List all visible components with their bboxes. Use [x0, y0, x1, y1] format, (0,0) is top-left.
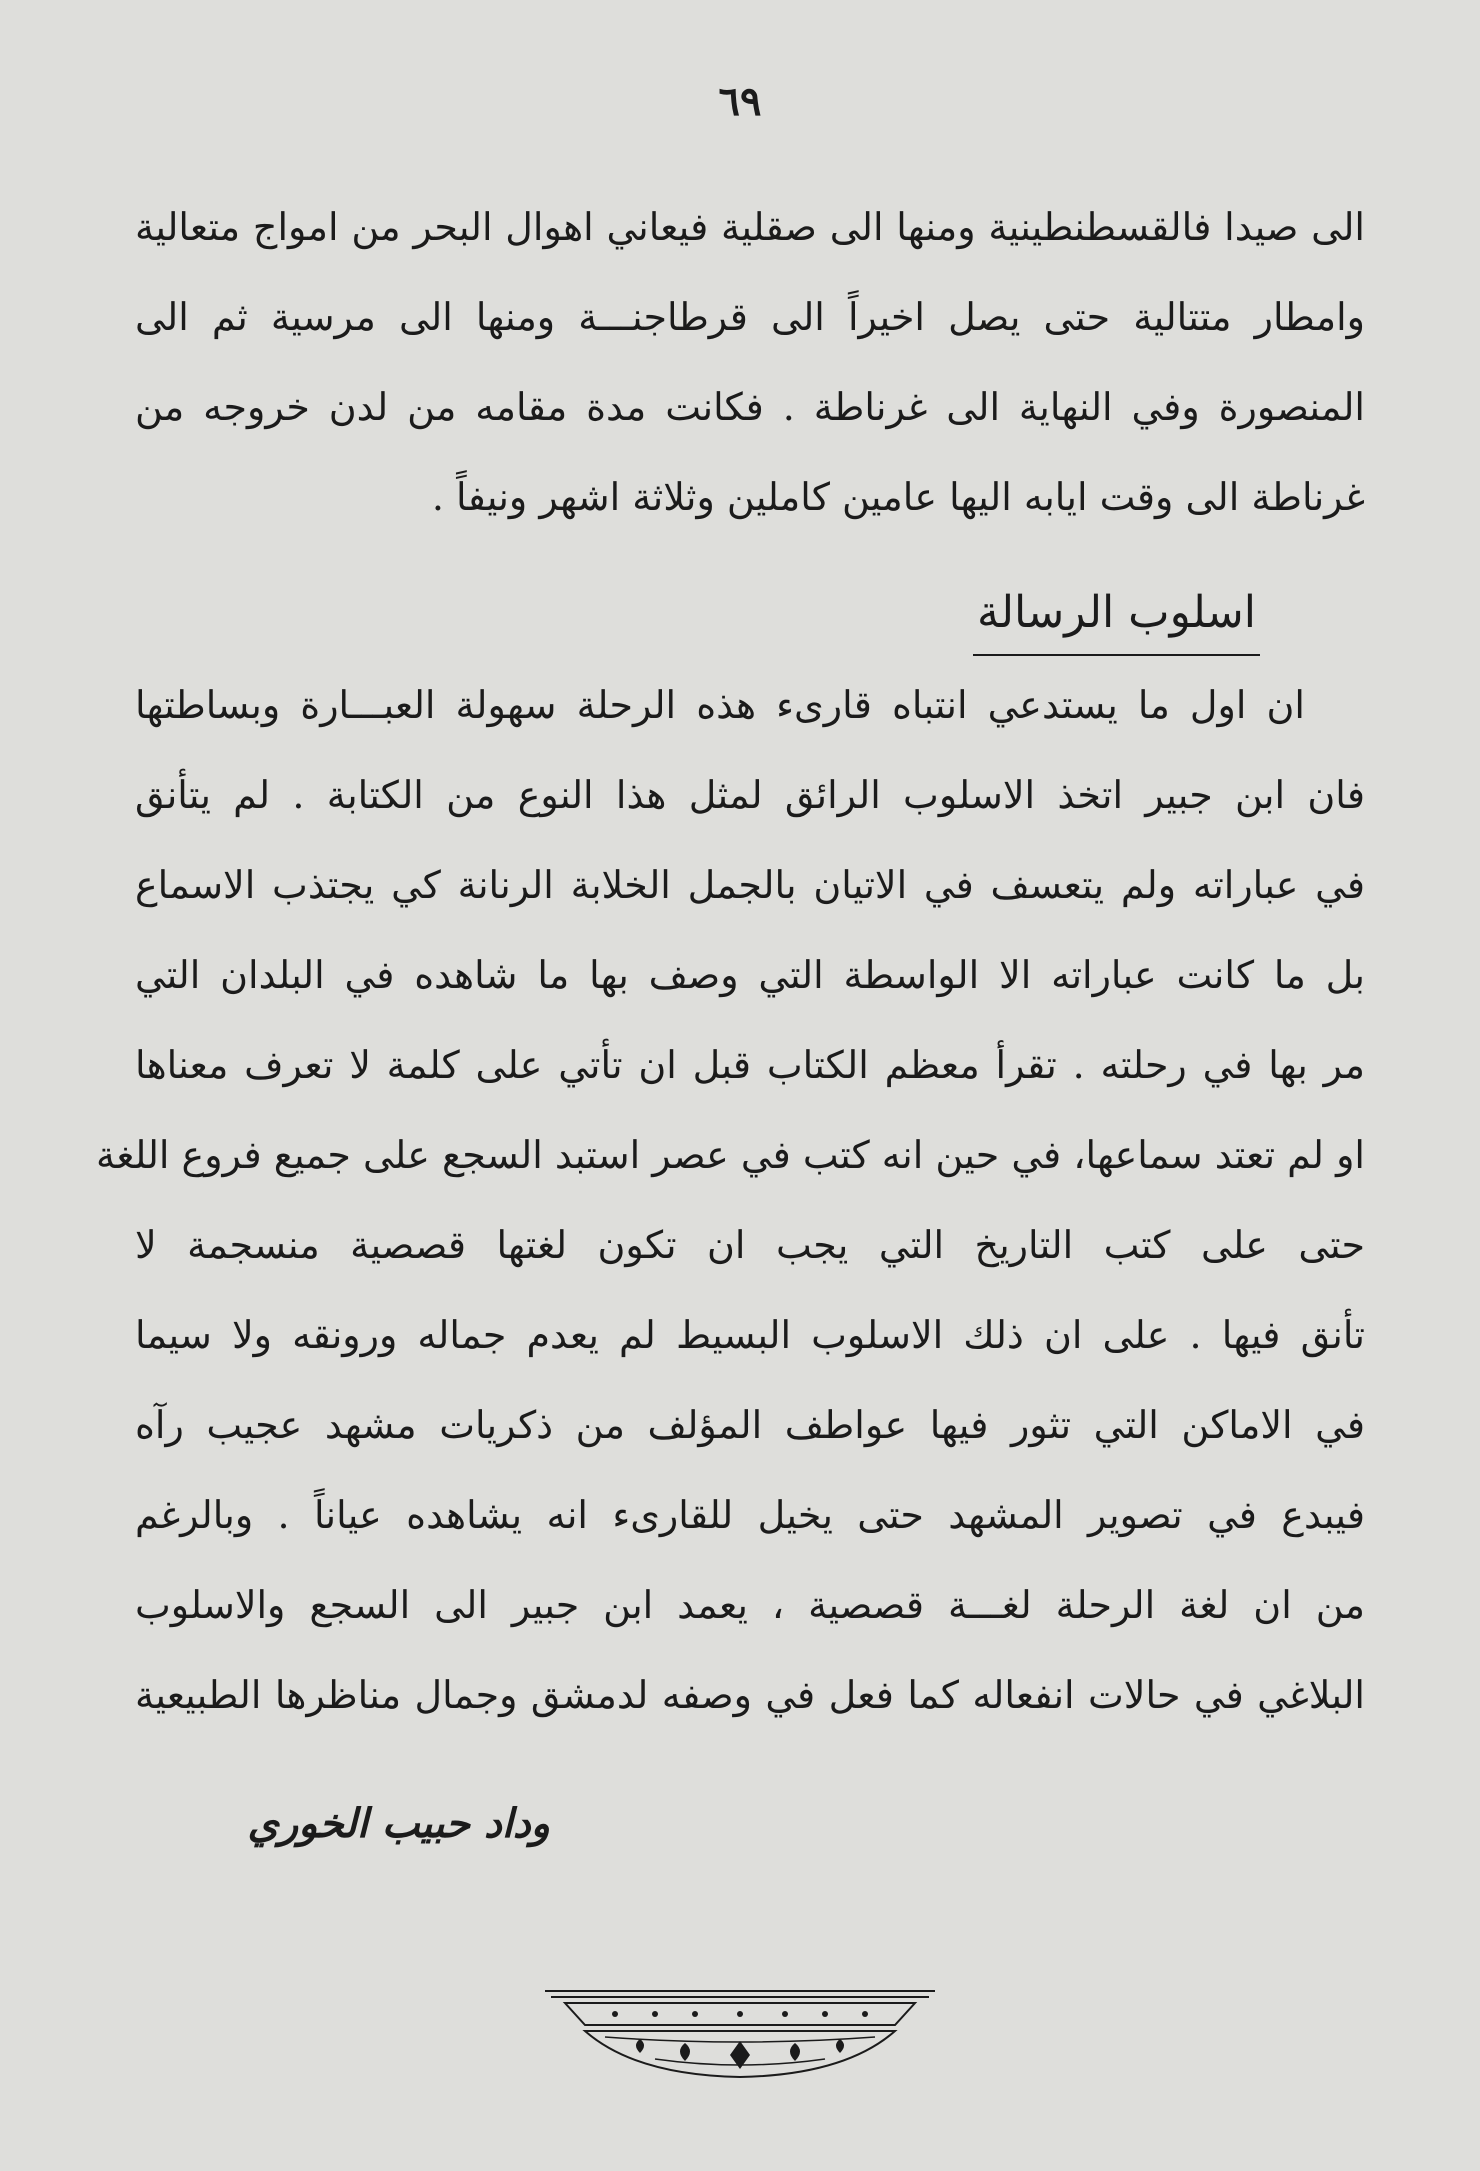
text-line: المنصورة وفي النهاية الى غرناطة . فكانت مدة مقامه من لدن خروجه من [135, 385, 1365, 429]
text-line: غرناطة الى وقت ايابه اليها عامين كاملين وثلاثة اشهر ونيفاً . [431, 475, 1365, 519]
text-line: بل ما كانت عباراته الا الواسطة التي وصف بها ما شاهده في البلدان التي [135, 953, 1365, 997]
text-line: حتى على كتب التاريخ التي يجب ان تكون لغتها قصصية منسجمة لا [135, 1223, 1365, 1267]
text-line: او لم تعتد سماعها، في حين انه كتب في عصر استبد السجع على جميع فروع اللغة [96, 1133, 1365, 1177]
section-heading: اسلوب الرسالة [973, 578, 1260, 656]
text-line: الى صيدا فالقسطنطينية ومنها الى صقلية فيعاني اهوال البحر من امواج متعالية [135, 205, 1365, 249]
text-line: تأنق فيها . على ان ذلك الاسلوب البسيط لم يعدم جماله ورونقه ولا سيما [135, 1313, 1365, 1357]
text-line: فيبدع في تصوير المشهد حتى يخيل للقارىء انه يشاهده عياناً . وبالرغم [135, 1493, 1365, 1537]
text-line: في عباراته ولم يتعسف في الاتيان بالجمل الخلابة الرنانة كي يجتذب الاسماع [135, 863, 1365, 907]
text-line: ان اول ما يستدعي انتباه قارىء هذه الرحلة سهولة العبـــارة وبساطتها [135, 683, 1305, 727]
page-number: ٦٩ [718, 78, 762, 125]
text-line: مر بها في رحلته . تقرأ معظم الكتاب قبل ان تأتي على كلمة لا تعرف معناها [135, 1043, 1365, 1087]
text-line: فان ابن جبير اتخذ الاسلوب الرائق لمثل هذا النوع من الكتابة . لم يتأنق [135, 773, 1365, 817]
text-line: وامطار متتالية حتى يصل اخيراً الى قرطاجنـــة ومنها الى مرسية ثم الى [135, 295, 1365, 339]
author-signature: وداد حبيب الخوري [247, 1800, 550, 1847]
paragraph-1 [135, 182, 1365, 542]
text-line: في الاماكن التي تثور فيها عواطف المؤلف من ذكريات مشهد عجيب رآه [135, 1403, 1365, 1447]
text-line: من ان لغة الرحلة لغـــة قصصية ، يعمد ابن جبير الى السجع والاسلوب [135, 1583, 1365, 1627]
decorative-tailpiece-icon [545, 1985, 935, 2080]
paragraph-2 [96, 660, 1365, 1740]
text-line: البلاغي في حالات انفعاله كما فعل في وصفه لدمشق وجمال مناظرها الطبيعية [135, 1673, 1365, 1717]
